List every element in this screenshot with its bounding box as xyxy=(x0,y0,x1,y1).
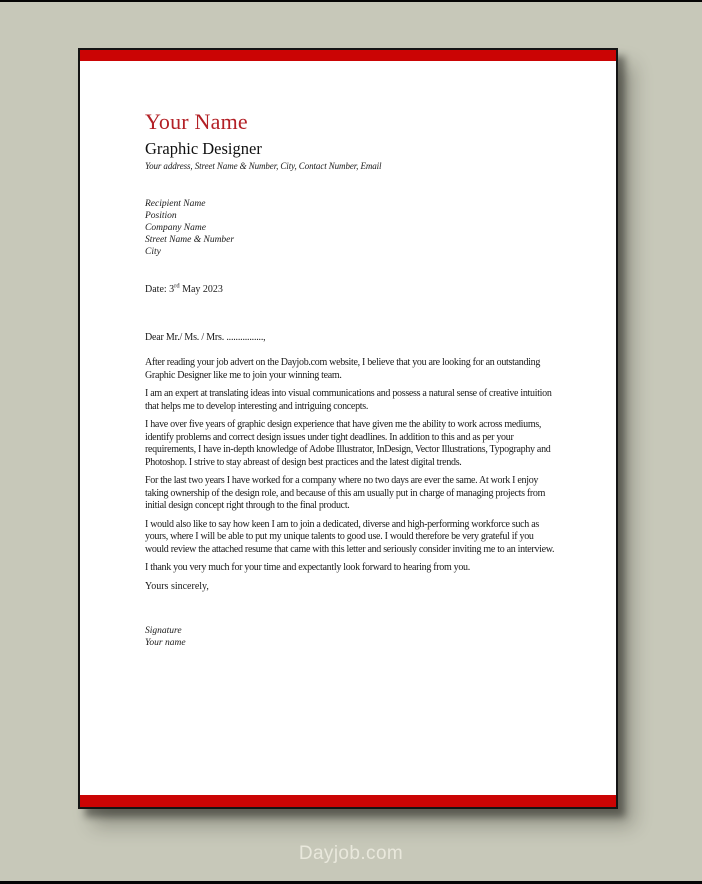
body-paragraph: I would also like to say how keen I am to join a dedicated, diverse and high-performing workforce such as yours, where I will be able to put my unique talents to good use. I would therefore be very grateful if you would review the attached resume that came with this letter and seriously consider inviting me to an interview. xyxy=(145,518,555,555)
salutation: Dear Mr./ Ms. / Mrs. ................, xyxy=(145,332,266,343)
recipient-name-line: Recipient Name xyxy=(145,199,206,209)
date-prefix: Date: 3 xyxy=(145,284,175,295)
body-paragraph: After reading your job advert on the Dayjob.com website, I believe that you are looking for an outstanding Graphic Designer like me to join your winning team. xyxy=(145,357,541,381)
date-line xyxy=(145,284,556,296)
recipient-block xyxy=(145,198,556,258)
cover-letter-page xyxy=(78,48,618,809)
applicant-name: Your Name xyxy=(145,109,248,134)
job-title: Graphic Designer xyxy=(145,139,262,158)
body-paragraph: For the last two years I have worked for a company where no two days are ever the same. At work I enjoy taking ownership of the design role, and because of this am usually put in charge of managing projects from initial design concept right through to the final product. xyxy=(145,475,546,511)
signature-block xyxy=(145,625,556,649)
body-paragraph: I am an expert at translating ideas into visual communications and possess a natural sense of creative intuition that helps me to develop interesting and intriguing concepts. xyxy=(145,388,552,412)
signature-name: Your name xyxy=(145,637,186,648)
top-accent-bar xyxy=(80,50,616,61)
body-paragraph: I thank you very much for your time and expectantly look forward to hearing from you. xyxy=(145,562,470,573)
recipient-street-line: Street Name & Number xyxy=(145,235,235,245)
closing: Yours sincerely, xyxy=(145,580,209,592)
date-suffix: May 2023 xyxy=(179,284,223,295)
top-edge-line xyxy=(0,0,702,2)
brand-watermark: Dayjob.com xyxy=(298,843,404,864)
letter-content xyxy=(80,61,616,795)
signature-label: Signature xyxy=(145,625,182,636)
recipient-position-line: Position xyxy=(145,211,177,221)
recipient-city-line: City xyxy=(145,247,161,257)
letter-body xyxy=(145,357,556,575)
date-ordinal: rd xyxy=(174,282,180,290)
contact-info-line: Your address, Street Name & Number, City, Contact Number, Email xyxy=(145,161,382,171)
recipient-company-line: Company Name xyxy=(145,223,206,233)
bottom-accent-bar xyxy=(80,795,616,807)
body-paragraph: I have over five years of graphic design experience that have given me the ability to work across mediums, identify problems and correct design issues under tight deadlines. In addition to this and as per your requirements, I have in-depth knowledge of Adobe Illustrator, InDesign, Vector Illustrations, Typography and Photoshop. I strive to stay abreast of design best practices and the latest digital trends. xyxy=(145,419,551,468)
